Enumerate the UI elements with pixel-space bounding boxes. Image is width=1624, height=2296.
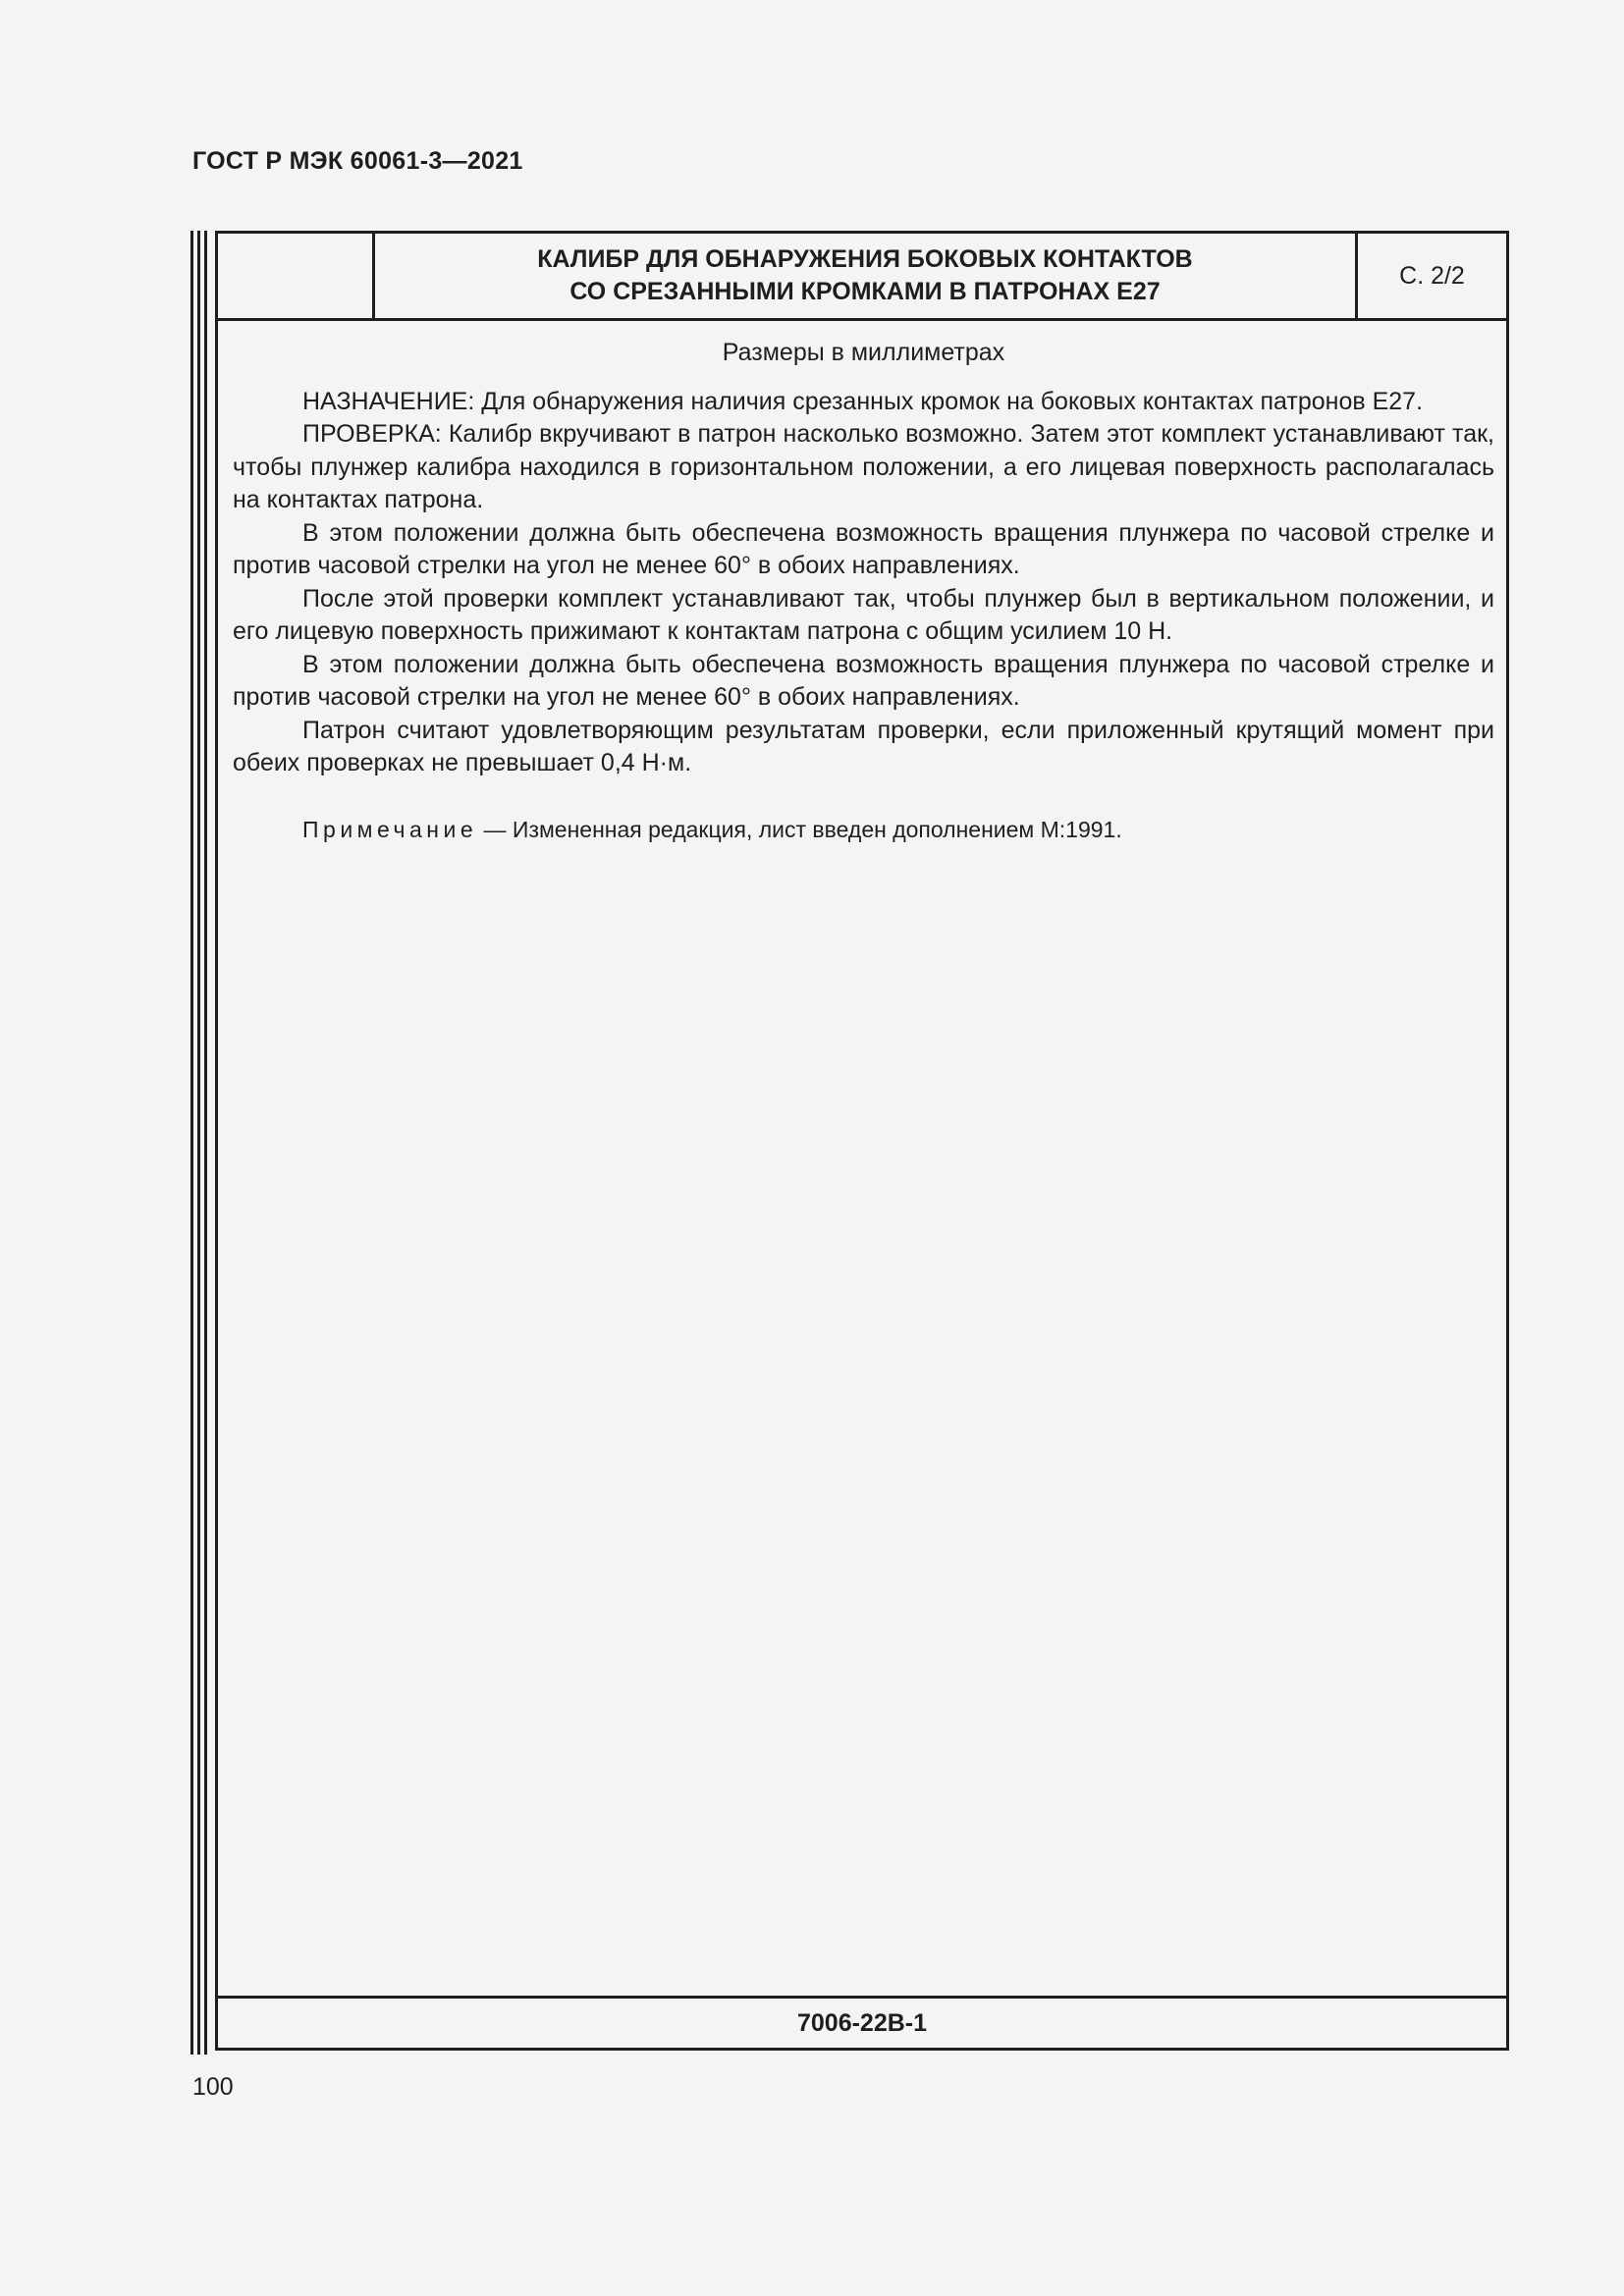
paragraph-purpose: НАЗНАЧЕНИЕ: Для обнаружения наличия срезанных кромок на боковых контактах патронов Е27. <box>302 387 1424 415</box>
title-block <box>218 234 1506 321</box>
document-code: ГОСТ Р МЭК 60061-3—2021 <box>192 147 523 175</box>
sheet-title <box>375 234 1358 318</box>
paragraph-vertical-position: После этой проверки комплект устанавливают так, чтобы плунжер был в вертикальном положении, и его лицевую поверхность прижимают к контактам патрона с общим усилием 10 Н. <box>233 584 1494 645</box>
dimensions-note: Размеры в миллиметрах <box>722 339 1005 366</box>
note-label: Примечание <box>302 816 478 842</box>
note <box>233 814 1494 846</box>
sheet-code: 7006-22В-1 <box>218 1996 1506 2048</box>
margin-line-inner <box>204 231 207 2055</box>
title-empty-cell <box>218 234 375 318</box>
sheet-reference: С. 2/2 <box>1399 261 1465 290</box>
paragraph-vertical-rotation: В этом положении должна быть обеспечена возможность вращения плунжера по часовой стрелке и против часовой стрелки на угол не менее 60° в обоих направлениях. <box>233 650 1494 711</box>
sheet-frame <box>215 231 1509 2051</box>
paragraph-check: ПРОВЕРКА: Калибр вкручивают в патрон насколько возможно. Затем этот комплект устанавливают так, чтобы плунжер калибра находился в горизонтальном положении, а его лицевая поверхность располагалась на контактах патрона. <box>233 420 1494 513</box>
paragraph-horizontal-rotation: В этом положении должна быть обеспечена возможность вращения плунжера по часовой стрелке и против часовой стрелки на угол не менее 60° в обоих направлениях. <box>233 518 1494 579</box>
margin-line-outer <box>190 231 193 2055</box>
margin-line-middle <box>197 231 200 2055</box>
sheet-title-line-1: КАЛИБР ДЛЯ ОБНАРУЖЕНИЯ БОКОВЫХ КОНТАКТОВ <box>537 245 1193 273</box>
paragraph-torque: Патрон считают удовлетворяющим результатам проверки, если приложенный крутящий момент при обеих проверках не превышает 0,4 Н·м. <box>233 716 1494 776</box>
sheet-content <box>233 337 1494 846</box>
sheet-title-line-2: СО СРЕЗАННЫМИ КРОМКАМИ В ПАТРОНАХ Е27 <box>569 278 1161 305</box>
note-text: — Измененная редакция, лист введен дополнением М:1991. <box>477 816 1122 842</box>
page-number: 100 <box>192 2073 234 2101</box>
